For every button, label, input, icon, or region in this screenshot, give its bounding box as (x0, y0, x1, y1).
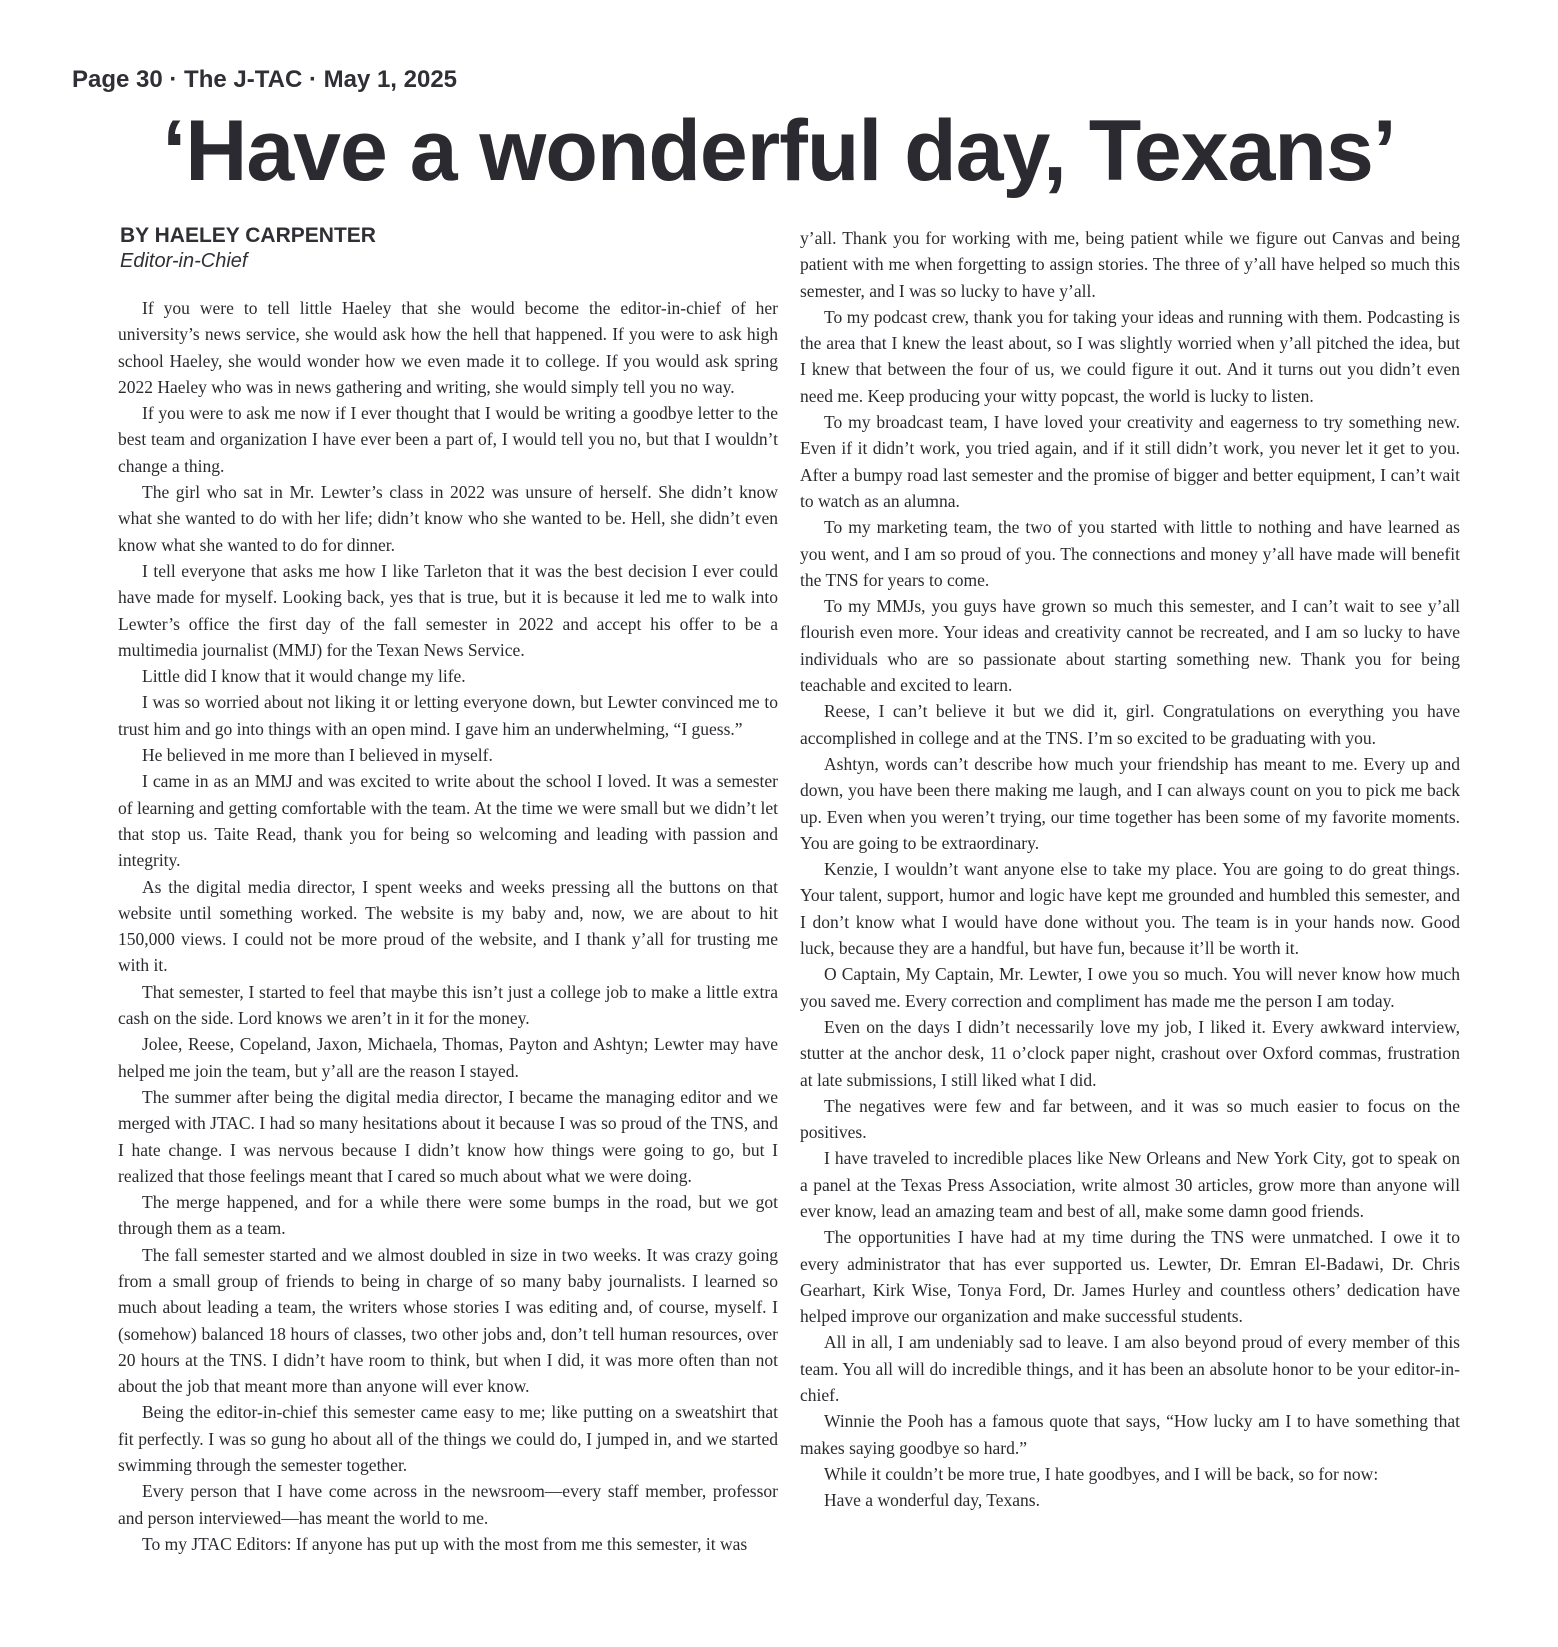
paragraph: If you were to tell little Haeley that she would become the editor-in-chief of her university’s news service, she would ask how the hell that happened. If you were to ask high school Haeley, she would wonder how we even made it to college. If you would ask spring 2022 Haeley who was in news gathering and writing, she would simply tell you no way. (118, 298, 778, 397)
paragraph: Little did I know that it would change my life. (142, 666, 466, 687)
paragraph: I came in as an MMJ and was excited to write about the school I loved. It was a semester of learning and getting comfortable with the team. At the time we were small but we didn’t let that stop us. Taite Read, thank you for being so welcoming and leading with passion and integrity. (118, 771, 778, 871)
paragraph: The fall semester started and we almost doubled in size in two weeks. It was crazy going from a small group of friends to being in charge of so many baby journalists. I learned so much about leading a team, the writers whose stories I was editing and, of course, myself. I (somehow) balanced 18 hours of classes, two other jobs and, don’t tell human resources, over 20 hours at the TNS. I didn’t have room to think, but when I did, it was more often than not about the job that meant more than anyone will ever know. (118, 1244, 778, 1397)
paragraph: To my broadcast team, I have loved your creativity and eagerness to try something new. Even if it didn’t work, you tried again, and if it still didn’t work, you never let it get to you. After a bumpy road last semester and the promise of bigger and better equipment, I can’t wait to watch as an alumna. (800, 412, 1460, 511)
paragraph: To my podcast crew, thank you for taking your ideas and running with them. Podcasting is the area that I knew the least about, so I was slightly worried when y’all pitched the idea, but I knew that between the four of us, we could figure it out. And it turns out you didn’t even need me. Keep producing your witty popcast, the world is lucky to listen. (800, 306, 1460, 406)
paragraph: Even on the days I didn’t necessarily love my job, I liked it. Every awkward interview, stutter at the anchor desk, 11 o’clock paper night, crashout over Oxford commas, frustration at late submissions, I still liked what I did. (800, 1016, 1460, 1090)
paragraph: Jolee, Reese, Copeland, Jaxon, Michaela, Thomas, Payton and Ashtyn; Lewter may have helped me join the team, but y’all are the reason I stayed. (118, 1034, 778, 1081)
paragraph: He believed in me more than I believed in myself. (142, 745, 493, 766)
paragraph: Kenzie, I wouldn’t want anyone else to take my place. You are going to do great things. Your talent, support, humor and logic have kept me grounded and humbled this semester, and I don’t know what I would have done without you. The team is in your hands now. Good luck, because they are a handful, but have fun, because it’ll be worth it. (800, 859, 1460, 959)
paragraph: All in all, I am undeniably sad to leave. I am also beyond proud of every member of this team. You all will do incredible things, and it has been an absolute honor to be your editor-in-chief. (800, 1332, 1460, 1406)
paragraph: I was so worried about not liking it or letting everyone down, but Lewter convinced me to trust him and go into things with an open mind. I gave him an underwhelming, “I guess.” (118, 692, 778, 739)
byline-name: BY HAELEY CARPENTER (120, 224, 376, 247)
paragraph: Every person that I have come across in the newsroom—every staff member, professor and person interviewed—has meant the world to me. (118, 1481, 778, 1528)
paragraph: The merge happened, and for a while there were some bumps in the road, but we got through them as a team. (118, 1192, 778, 1239)
paragraph: Being the editor-in-chief this semester came easy to me; like putting on a sweatshirt that fit perfectly. I was so gung ho about all of the things we could do, I jumped in, and we started swimming through the semester together. (118, 1402, 778, 1476)
page-folio: Page 30 · The J-TAC · May 1, 2025 (72, 66, 458, 93)
article-column-right (800, 225, 1460, 1514)
paragraph: As the digital media director, I spent weeks and weeks pressing all the buttons on that website until something worked. The website is my baby and, now, we are about to hit 150,000 views. I could not be more proud of the website, and I thank y’all for trusting me with it. (118, 876, 778, 976)
paragraph: I tell everyone that asks me how I like Tarleton that it was the best decision I ever could have made for myself. Looking back, yes that is true, but it is because it led me to walk into Lewter’s office the first day of the fall semester in 2022 and accept his offer to be a multimedia journalist (MMJ) for the Texan News Service. (118, 560, 778, 660)
paragraph: The summer after being the digital media director, I became the managing editor and we merged with JTAC. I had so many hesitations about it because I was so proud of the TNS, and I hate change. I was nervous because I didn’t know how things were going to go, but I realized that those feelings meant that I cared so much about what we were doing. (118, 1086, 778, 1186)
article-column-left (118, 295, 778, 1557)
byline-title: Editor-in-Chief (120, 250, 248, 272)
paragraph: To my marketing team, the two of you started with little to nothing and have learned as you went, and I am so proud of you. The connections and money y’all have made will benefit the TNS for years to come. (800, 517, 1460, 590)
paragraph: If you were to ask me now if I ever thought that I would be writing a goodbye letter to the best team and organization I have ever been a part of, I would tell you no, but that I wouldn’t change a thing. (118, 403, 778, 476)
paragraph: That semester, I started to feel that maybe this isn’t just a college job to make a little extra cash on the side. Lord knows we aren’t in it for the money. (118, 981, 778, 1029)
paragraph: The negatives were few and far between, and it was so much easier to focus on the positives. (800, 1095, 1460, 1143)
paragraph-continued: y’all. Thank you for working with me, being patient while we figure out Canvas and being patient with me when forgetting to assign stories. The three of y’all have helped so much this semester, and I was so lucky to have y’all. (800, 228, 1460, 301)
paragraph: The girl who sat in Mr. Lewter’s class in 2022 was unsure of herself. She didn’t know what she wanted to do with her life; didn’t know who she wanted to be. Hell, she didn’t even know what she wanted to do for dinner. (118, 482, 778, 555)
paragraph: O Captain, My Captain, Mr. Lewter, I owe you so much. You will never know how much you saved me. Every correction and compliment has made me the person I am today. (800, 964, 1460, 1011)
paragraph: To my JTAC Editors: If anyone has put up with the most from me this semester, it was (142, 1533, 748, 1554)
paragraph: Ashtyn, words can’t describe how much your friendship has meant to me. Every up and down, you have been there making me laugh, and I can always count on you to pick me back up. Even when you weren’t trying, our time together has been some of my favorite moments. You are going to be extraordinary. (800, 753, 1460, 853)
paragraph: The opportunities I have had at my time during the TNS were unmatched. I owe it to every administrator that has ever supported us. Lewter, Dr. Emran El-Badawi, Dr. Chris Gearhart, Kirk Wise, Tonya Ford, Dr. James Hurley and countless others’ dedication have helped improve our organization and make successful students. (800, 1227, 1460, 1327)
paragraph: While it couldn’t be more true, I hate goodbyes, and I will be back, so for now: (824, 1463, 1379, 1484)
paragraph: Have a wonderful day, Texans. (824, 1490, 1040, 1511)
paragraph: To my MMJs, you guys have grown so much this semester, and I can’t wait to see y’all flourish even more. Your ideas and creativity cannot be recreated, and I am so lucky to have individuals who are so passionate about starting something new. Thank you for being teachable and excited to learn. (800, 596, 1460, 696)
headline: ‘Have a wonderful day, Texans’ (162, 103, 1396, 199)
paragraph: I have traveled to incredible places like New Orleans and New York City, got to speak on a panel at the Texas Press Association, write almost 30 articles, grow more than anyone will ever know, lead an amazing team and best of all, make some damn good friends. (800, 1148, 1460, 1221)
paragraph: Winnie the Pooh has a famous quote that says, “How lucky am I to have something that makes saying goodbye so hard.” (800, 1411, 1460, 1458)
paragraph: Reese, I can’t believe it but we did it, girl. Congratulations on everything you have accomplished in college and at the TNS. I’m so excited to be graduating with you. (800, 701, 1460, 748)
